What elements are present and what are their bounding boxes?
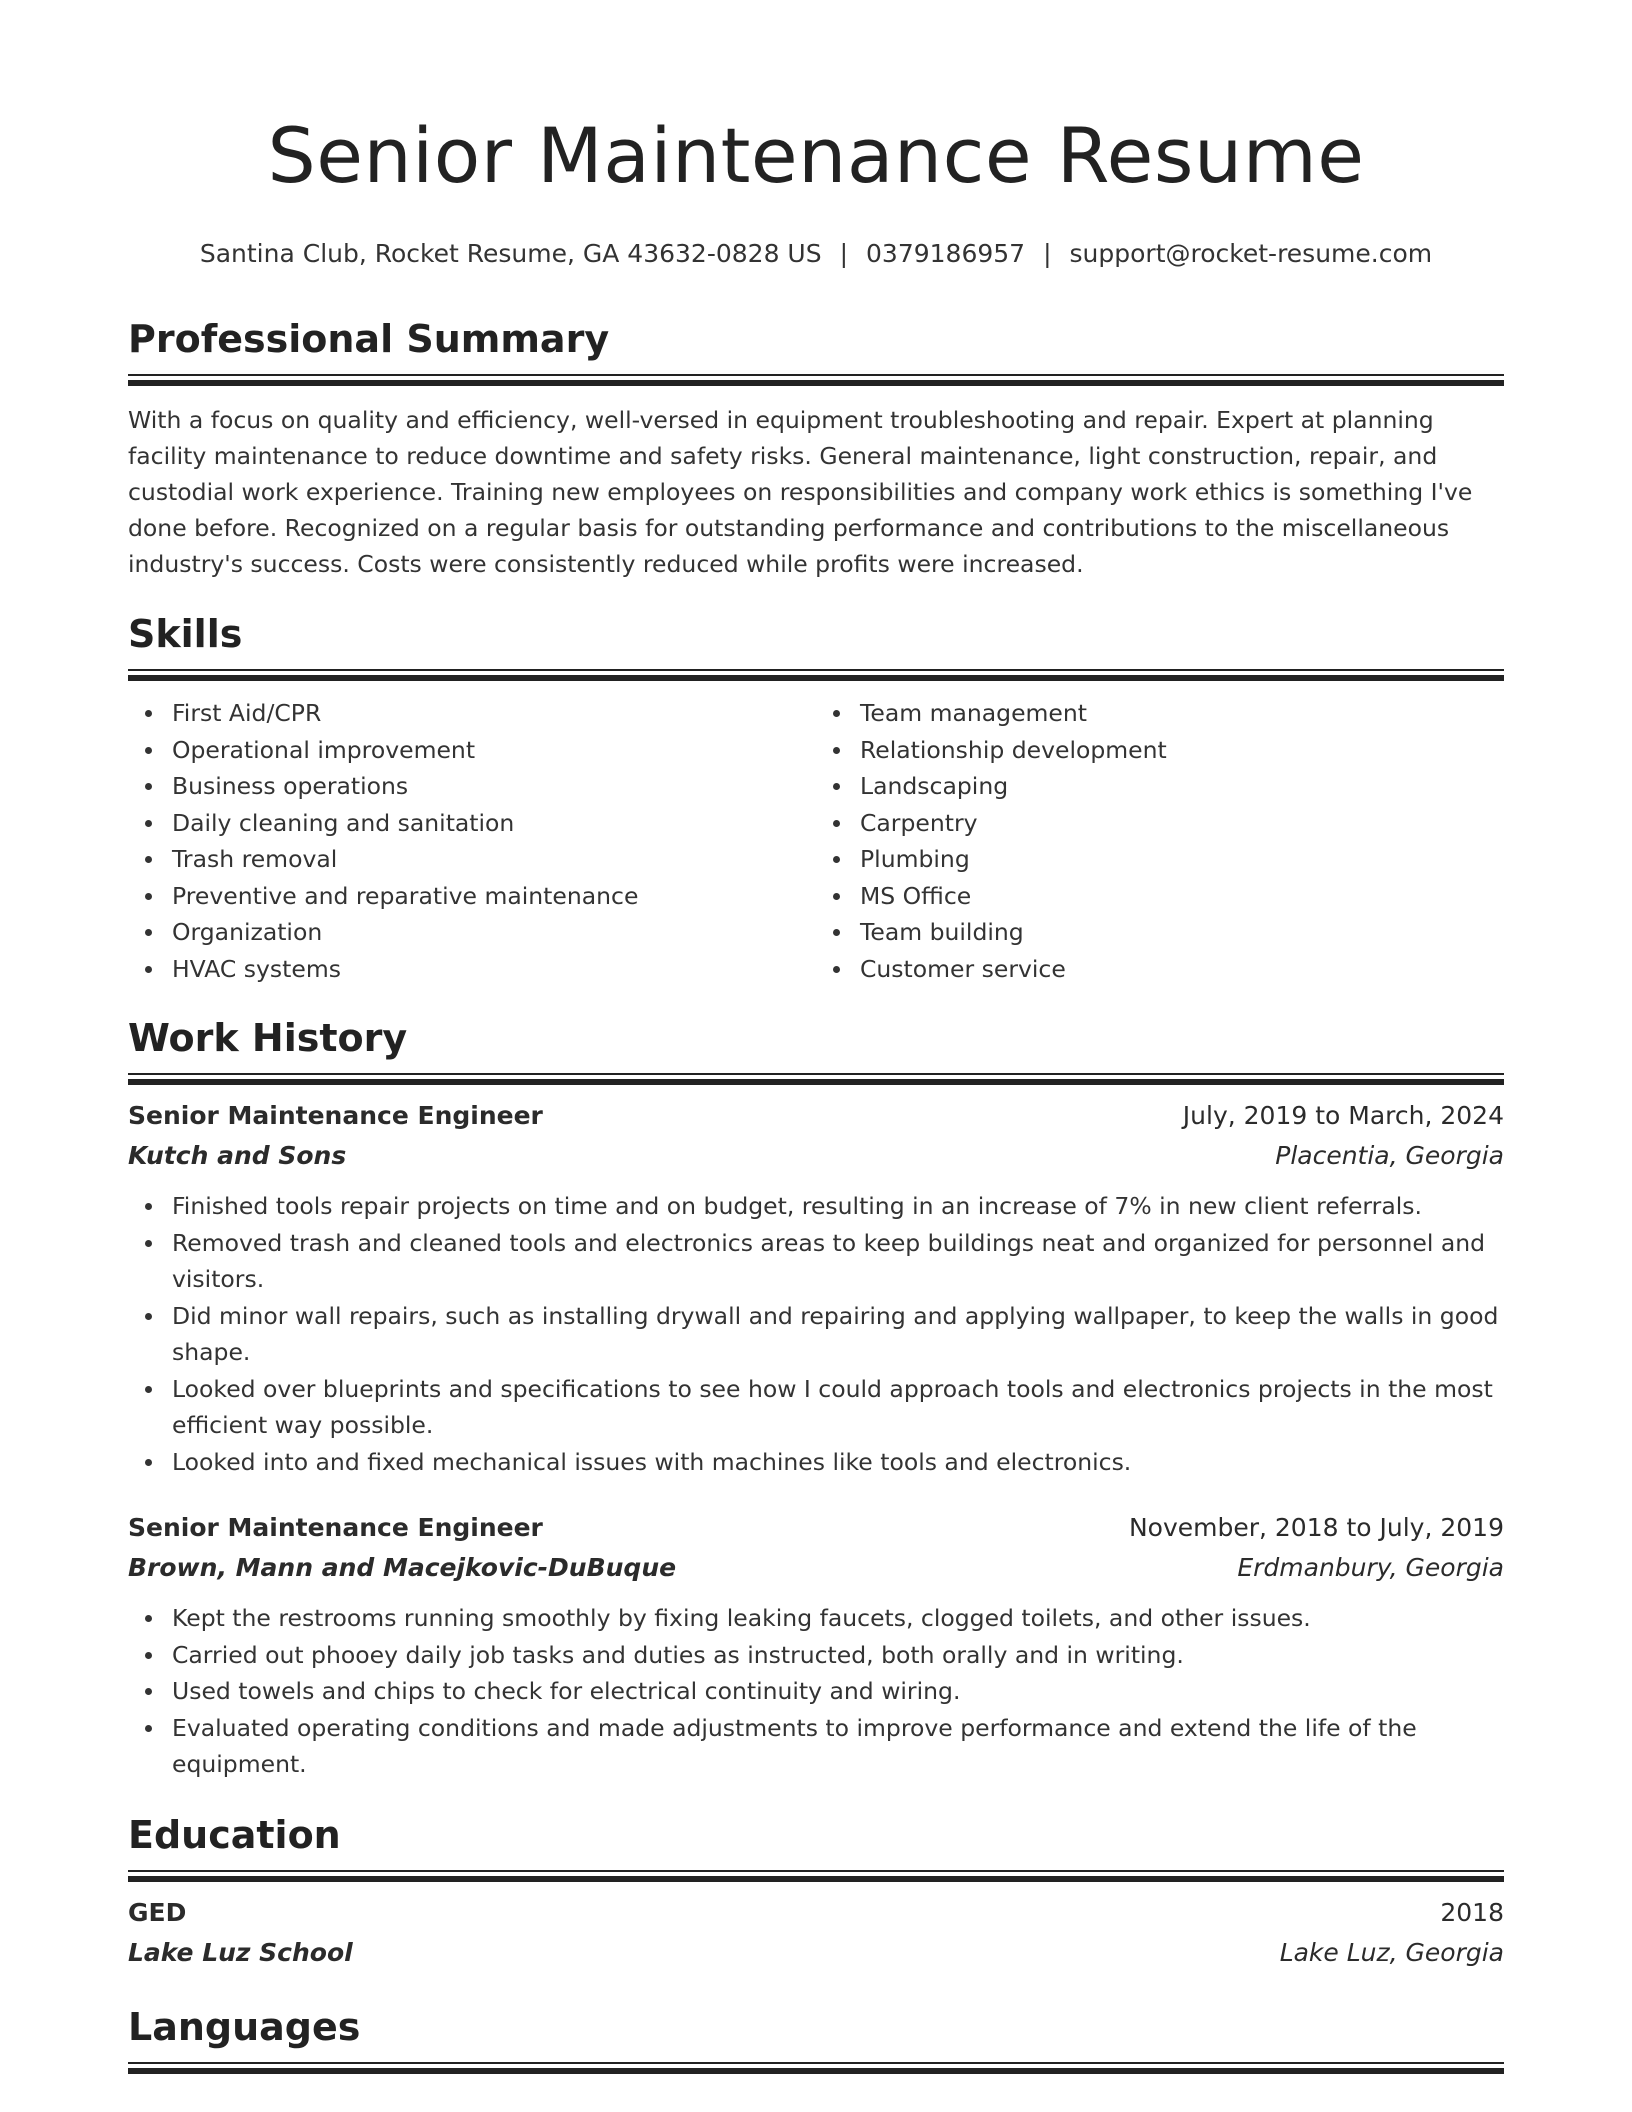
skill-item: Preventive and reparative maintenance [172,878,816,915]
skill-item: MS Office [860,878,1504,915]
skill-item: Team management [860,695,1504,732]
skill-item: First Aid/CPR [172,695,816,732]
section-heading-education: Education [128,1813,341,1857]
contact-address: Santina Club, Rocket Resume, GA 43632-0828 US [199,239,822,268]
skill-item: Plumbing [860,841,1504,878]
job-bullet: Removed trash and cleaned tools and electronics areas to keep buildings neat and organized for personnel and visitors. [172,1225,1504,1298]
summary-text: With a focus on quality and efficiency, well-versed in equipment troubleshooting and repair. Expert at planning facility maintenance to reduce downtime and safety risks. General maintenance, light construction, repair, and custodial work experience. Training new employees on responsibilities and company work ethics is something I've done before. Recognized on a regular basis for outstanding performance and contributions to the miscellaneous industry's success. Costs were consistently reduced while profits were increased. [128,406,1473,578]
skills-list [128,695,1504,987]
work-history-section [128,1016,1504,1085]
job-bullet: Finished tools repair projects on time and on budget, resulting in an increase of 7% in new client referrals. [172,1188,1504,1225]
education-section [128,1813,1504,1882]
job-title: Senior Maintenance Engineer [128,1101,543,1130]
contact-line [128,241,1504,266]
skills-column-left [128,695,816,987]
job-bullet: Looked into and fixed mechanical issues with machines like tools and electronics. [172,1444,1504,1481]
skill-item: Carpentry [860,805,1504,842]
skill-item: Customer service [860,951,1504,988]
contact-phone: 0379186957 [866,239,1026,268]
skills-section [128,612,1504,987]
section-heading-languages: Languages [128,2005,361,2049]
skill-item: Team building [860,914,1504,951]
skill-item: Relationship development [860,732,1504,769]
education-entry [128,1893,1504,1973]
job-bullet: Kept the restrooms running smoothly by fixing leaking faucets, clogged toilets, and other issues. [172,1600,1504,1637]
section-divider [128,1073,1504,1085]
summary-section [128,317,1504,582]
skill-item: Organization [172,914,816,951]
skill-item: HVAC systems [172,951,816,988]
job-entry [128,1096,1504,1480]
skill-item: Landscaping [860,768,1504,805]
skills-column-right [816,695,1504,987]
education-year: 2018 [1440,1898,1504,1927]
job-bullet: Carried out phooey daily job tasks and duties as instructed, both orally and in writing. [172,1637,1504,1674]
school-name: Lake Luz School [128,1938,353,1967]
job-bullets [128,1600,1504,1783]
skill-item: Operational improvement [172,732,816,769]
languages-section [128,2005,1504,2074]
contact-separator: | [1043,239,1052,268]
company-name: Brown, Mann and Macejkovic-DuBuque [128,1553,677,1582]
section-divider [128,374,1504,386]
section-divider [128,1870,1504,1882]
job-bullet: Evaluated operating conditions and made adjustments to improve performance and extend the life of the equipment. [172,1710,1504,1783]
section-heading-skills: Skills [128,612,243,656]
job-bullet: Looked over blueprints and specifications to see how I could approach tools and electronics projects in the most efficient way possible. [172,1371,1504,1444]
company-name: Kutch and Sons [128,1141,347,1170]
section-heading-summary: Professional Summary [128,317,610,361]
section-divider [128,2062,1504,2074]
degree-name: GED [128,1898,187,1927]
section-heading-work: Work History [128,1016,408,1060]
job-bullet: Did minor wall repairs, such as installing drywall and repairing and applying wallpaper, to keep the walls in good shape. [172,1298,1504,1371]
contact-separator: | [839,239,849,268]
skill-item: Daily cleaning and sanitation [172,805,816,842]
section-divider [128,669,1504,681]
contact-email: support@rocket-resume.com [1069,239,1433,268]
job-dates: November, 2018 to July, 2019 [1128,1513,1504,1542]
school-location: Lake Luz, Georgia [1279,1938,1504,1967]
skill-item: Business operations [172,768,816,805]
job-entry [128,1508,1504,1783]
job-location: Placentia, Georgia [1275,1141,1504,1170]
job-title: Senior Maintenance Engineer [128,1513,543,1542]
resume-title: Senior Maintenance Resume [267,111,1365,200]
job-location: Erdmanbury, Georgia [1237,1553,1504,1582]
job-bullets [128,1188,1504,1480]
skill-item: Trash removal [172,841,816,878]
job-dates: July, 2019 to March, 2024 [1182,1101,1504,1130]
job-bullet: Used towels and chips to check for electrical continuity and wiring. [172,1673,1504,1710]
